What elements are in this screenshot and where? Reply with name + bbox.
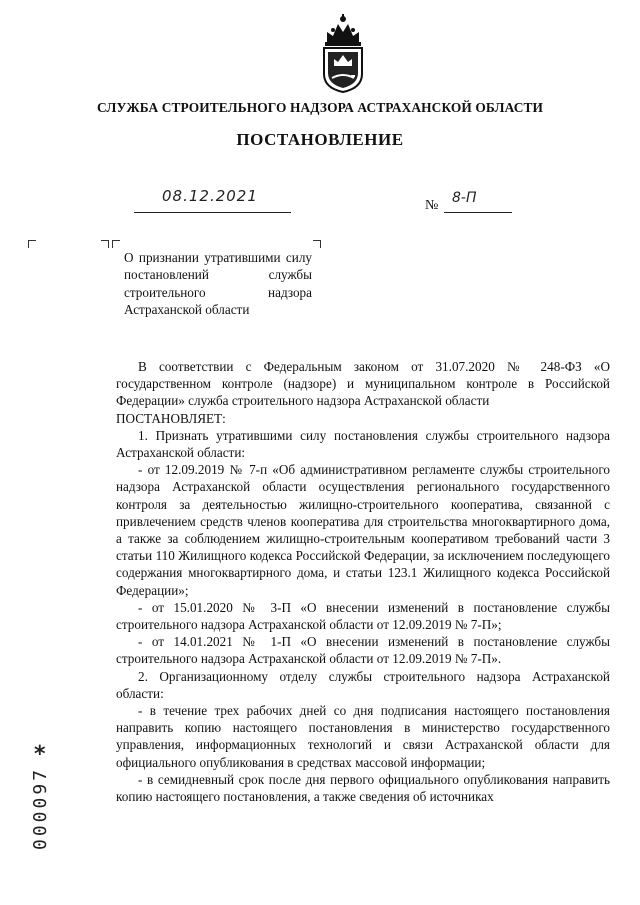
organization-name: СЛУЖБА СТРОИТЕЛЬНОГО НАДЗОРА АСТРАХАНСКОЙ ОБЛАСТИ	[96, 100, 544, 115]
item-1-subitem: - от 12.09.2019 № 7-п «Об административном регламенте службы строительного надзора Астраханской области осуществления регионального государственного контроля за деятельностью жилищно-строительного кооператива, связанной с привлечением средств членов кооператива для строительства многоквартирного дома, а также за соблюдением жилищно-строительным кооперативом требований части 3 статьи 110 Жилищного кодекса Российской Федерации, за исключением последующего содержания многоквартирного дома, и статьи 123.1 Жилищного кодекса Российской Федерации»;	[116, 462, 610, 598]
address-corner-mark	[101, 240, 109, 248]
margin-asterisk: *	[34, 742, 46, 767]
margin-registration-code: 000097	[30, 766, 51, 850]
preamble-paragraph: В соответствии с Федеральным законом от 31.07.2020 № 248-ФЗ «О государственном контроле (надзоре) и муниципальном контроле в Российской Федерации» служба строительного надзора Астраханской области	[116, 359, 610, 409]
document-date: 08.12.2021	[162, 187, 258, 205]
number-sign: №	[425, 198, 439, 213]
document-subject: О признании утратившими силу постановлений службы строительного надзора Астраханской области	[124, 250, 312, 317]
item-2-subitem: - в течение трех рабочих дней со дня подписания настоящего постановления направить копию настоящего постановления в министерство государственного управления, информационных технологий и связи Астраханской области для официального опубликования в средствах массовой информации;	[116, 703, 610, 770]
address-corner-mark	[28, 240, 36, 248]
document-type-title: ПОСТАНОВЛЕНИЕ	[236, 130, 404, 149]
document-body	[116, 358, 610, 805]
item-2-subitem: - в семидневный срок после дня первого официального опубликования направить копию настоящего постановления, а также сведения об источниках	[116, 771, 610, 805]
subject-corner-mark	[112, 240, 120, 248]
coat-of-arms-emblem	[318, 12, 368, 94]
document-number: 8-П	[452, 190, 477, 206]
item-1: 1. Признать утратившими силу постановления службы строительного надзора Астраханской области:	[116, 427, 610, 461]
item-1-subitem: - от 15.01.2020 № 3-П «О внесении изменений в постановление службы строительного надзора Астраханской области от 12.09.2019 № 7-П»;	[116, 599, 610, 633]
item-2: 2. Организационному отделу службы строительного надзора Астраханской области:	[116, 668, 610, 701]
subject-corner-mark	[313, 240, 321, 248]
item-1-subitem: - от 14.01.2021 № 1-П «О внесении изменений в постановление службы строительного надзора Астраханской области от 12.09.2019 № 7-П».	[116, 634, 610, 667]
decree-word: ПОСТАНОВЛЯЕТ:	[116, 410, 226, 426]
